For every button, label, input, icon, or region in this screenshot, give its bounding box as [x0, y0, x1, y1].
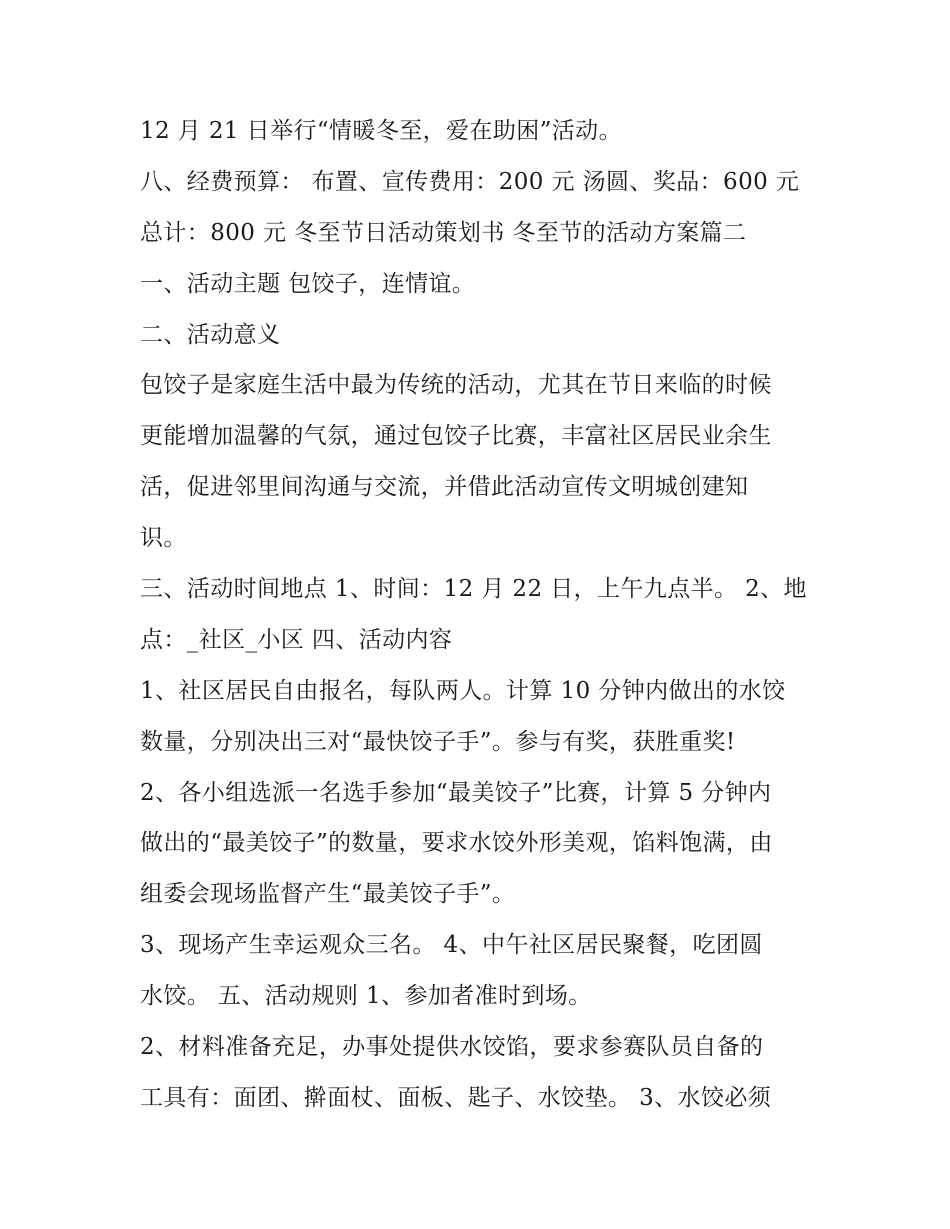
text-line: 二、活动意义 — [140, 321, 281, 348]
text-line: 三、活动时间地点 1、时间：12 月 22 日，上午九点半。 2、地 — [140, 576, 807, 603]
text-line: 识。 — [140, 525, 187, 552]
text-line: 八、经费预算： 布置、宣传费用：200 元 汤圆、奖品：600 元 — [140, 168, 800, 195]
text-line: 包饺子是家庭生活中最为传统的活动，尤其在节日来临的时候 — [140, 372, 772, 399]
text-line: 总计：800 元 冬至节日活动策划书 冬至节的活动方案篇二 — [140, 219, 747, 246]
text-line: 做出的“最美饺子”的数量，要求水饺外形美观，馅料饱满，由 — [140, 830, 773, 857]
text-line: 点：_社区_小区 四、活动内容 — [140, 626, 453, 653]
text-line: 更能增加温馨的气氛，通过包饺子比赛，丰富社区居民业余生 — [140, 423, 772, 450]
text-line: 12 月 21 日举行“情暖冬至，爱在助困”活动。 — [140, 118, 622, 144]
text-line: 3、现场产生幸运观众三名。 4、中午社区居民聚餐，吃团圆 — [140, 932, 763, 959]
text-line: 1、社区居民自由报名，每队两人。计算 10 分钟内做出的水饺 — [140, 677, 786, 704]
text-line: 活，促进邻里间沟通与交流，并借此活动宣传文明城创建知 — [140, 474, 749, 501]
text-line: 2、材料准备充足，办事处提供水饺馅，要求参赛队员自备的 — [140, 1034, 764, 1061]
text-line: 2、各小组选派一名选手参加“最美饺子”比赛，计算 5 分钟内 — [140, 779, 772, 806]
text-line: 一、活动主题 包饺子，连情谊。 — [140, 270, 476, 297]
document-body — [140, 106, 820, 1124]
text-line: 数量，分别决出三对“最快饺子手”。参与有奖，获胜重奖! — [140, 728, 736, 755]
text-line: 组委会现场监督产生“最美饺子手”。 — [140, 881, 516, 908]
text-line: 工具有：面团、擀面杖、面板、匙子、水饺垫。 3、水饺必须 — [140, 1084, 772, 1111]
text-line: 水饺。 五、活动规则 1、参加者准时到场。 — [140, 983, 592, 1010]
